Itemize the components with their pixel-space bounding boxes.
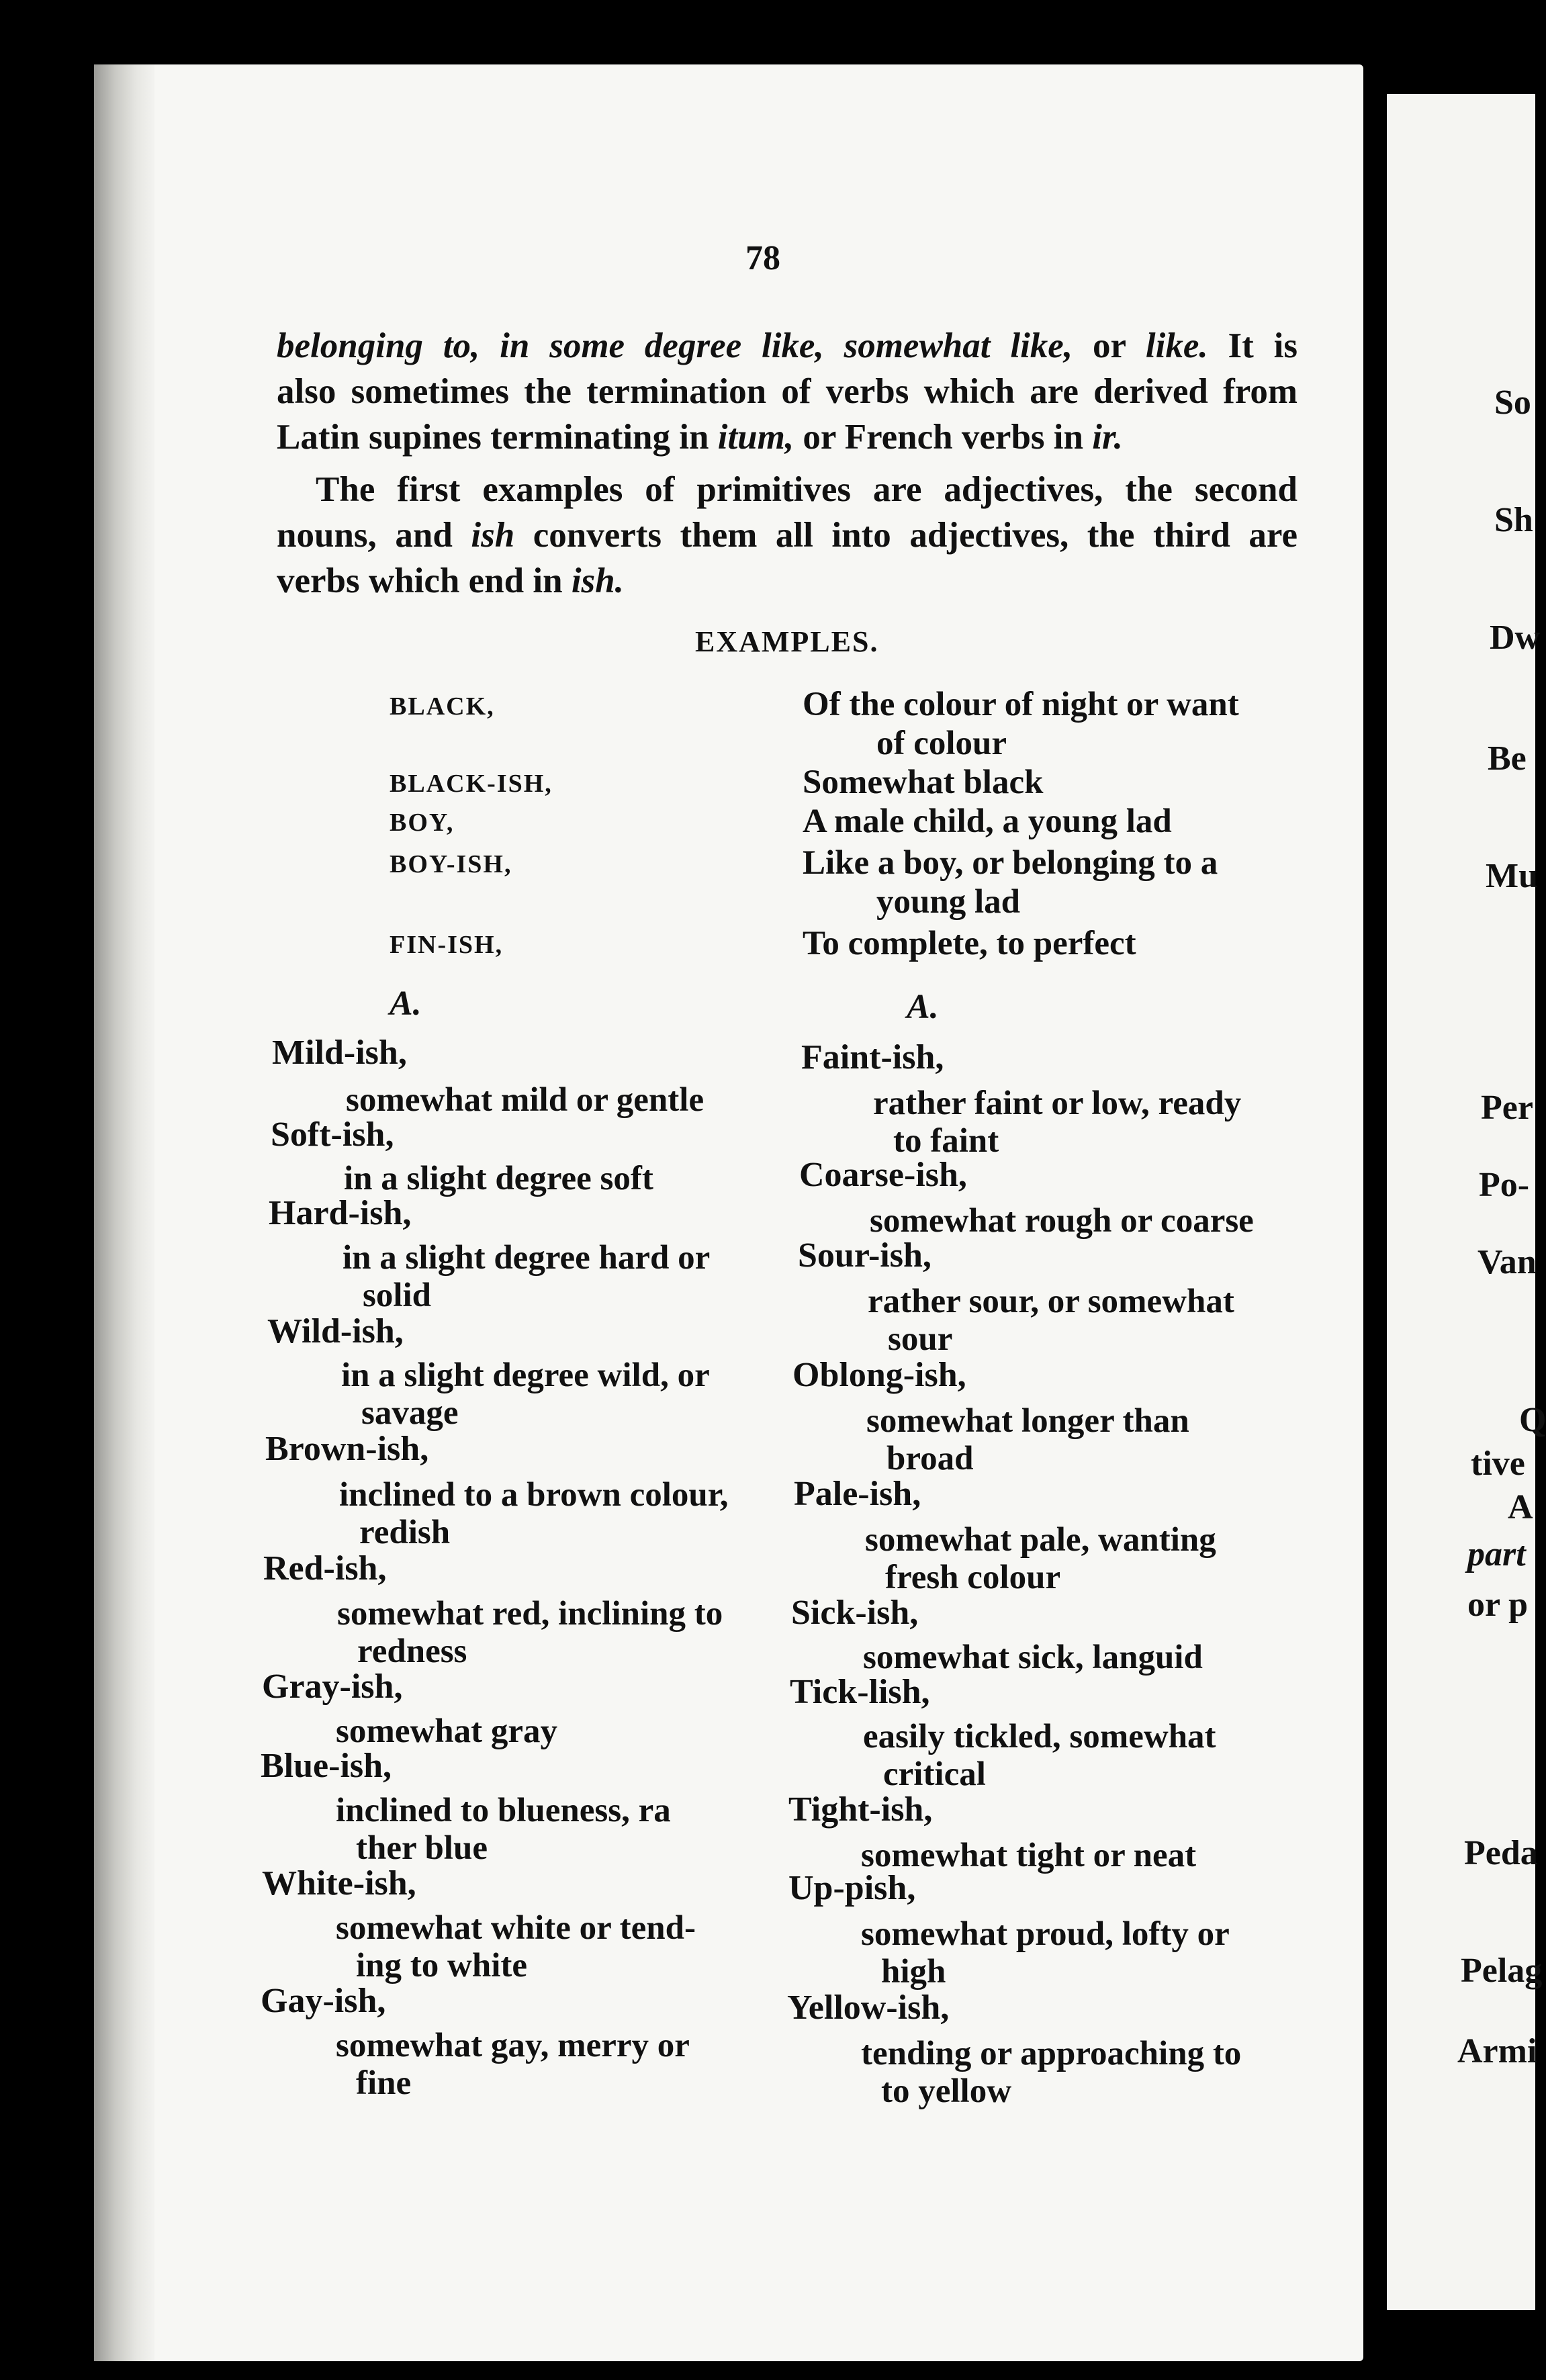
list-item-word: Tick-lish, [790,1673,930,1711]
def-line: fresh colour [885,1559,1061,1596]
facing-page-fragment: A [1508,1488,1533,1526]
list-item-definition: somewhat rough or coarse [870,1202,1254,1240]
example-term: BOY-ISH, [390,850,512,878]
list-item-word: Up-pish, [788,1869,916,1907]
list-item-definition: in a slight degree soft [344,1160,653,1197]
list-item-word: Coarse-ish, [799,1156,967,1194]
list-item-definition: somewhat gray [336,1712,558,1750]
facing-page-fragment: Po- [1479,1166,1530,1204]
list-item-word: Oblong-ish, [792,1356,966,1394]
def-line: in a slight degree hard or [343,1239,711,1277]
def-line: in a slight degree wild, or [341,1357,710,1394]
intro-italic-phrase: belonging to, in some degree like, somewhat like, [277,326,1073,365]
list-item-word: Blue-ish, [261,1747,392,1785]
facing-page-fragment: part [1467,1535,1526,1573]
facing-page-fragment: Armi [1457,2032,1537,2070]
facing-page-fragment: Van [1477,1243,1537,1281]
def-line: inclined to blueness, ra [336,1792,671,1829]
def-line: somewhat pale, wanting [865,1521,1216,1559]
facing-page-fragment: Dw [1490,619,1541,657]
list-item-word: Red-ish, [263,1549,387,1588]
text: verbs which end in [277,561,572,600]
list-item-word: Soft-ish, [271,1115,394,1154]
facing-page-fragment: tive [1471,1445,1525,1483]
intro-line-1 [277,322,1298,369]
intro-line-4: The first examples of primitives are adjectives, the second [316,470,1298,509]
def-line: somewhat gay, merry or [336,2027,690,2064]
facing-page-fragment: Mu [1486,857,1538,895]
def-line: ing to white [356,1947,527,1984]
list-item-definition: somewhat sick, languid [863,1639,1203,1676]
def-line: to faint [893,1122,999,1160]
list-item-definition [336,2027,752,2102]
page-gutter-shadow [94,64,154,2361]
facing-page-fragment: Be [1488,739,1527,778]
example-term: BLACK, [390,692,495,721]
italic-ish: ish. [571,561,624,600]
list-item-word: Hard-ish, [269,1194,412,1232]
facing-page-fragment: Pelag [1461,1952,1543,1990]
list-item-definition [336,1909,752,1984]
example-definition [803,685,1296,763]
example-definition [803,843,1296,921]
list-item-word: Sour-ish, [798,1236,931,1275]
def-line: inclined to a brown colour, [339,1476,729,1514]
def-line: Like a boy, or belonging to a [803,844,1218,882]
def-line: somewhat red, inclining to [337,1595,723,1633]
def-line: rather faint or low, ready [873,1085,1242,1122]
list-item-definition: somewhat tight or neat [861,1837,1197,1874]
facing-page-fragment: Per [1481,1089,1533,1127]
def-line: tending or approaching to [861,2035,1242,2072]
def-line: ther blue [356,1829,488,1867]
text: Latin supines terminating in [277,418,718,457]
page-number: 78 [745,239,780,277]
facing-page-fragment: Sh [1494,501,1533,539]
list-item-definition [861,2035,1291,2110]
italic-ir: ir. [1092,418,1123,457]
italic-itum: itum, [717,418,794,457]
intro-tail: It is [1208,326,1298,365]
def-line: sour [888,1320,953,1358]
text: converts them all into adjectives, the third are [514,516,1298,555]
intro-line-2: also sometimes the termination of verbs which are derived from [277,372,1298,411]
def-line: young lad [876,883,1021,921]
text: nouns, and [277,516,471,555]
list-item-definition [343,1239,759,1314]
list-item-word: Wild-ish, [267,1312,404,1351]
list-item-definition [865,1521,1288,1596]
def-line: rather sour, or somewhat [868,1283,1234,1320]
def-line: somewhat proud, lofty or [861,1915,1230,1953]
def-line: easily tickled, somewhat [863,1718,1216,1755]
list-item-definition [863,1718,1286,1793]
example-definition: A male child, a young lad [803,803,1172,840]
def-line: Of the colour of night or want [803,686,1239,723]
def-line: redish [359,1514,451,1551]
list-item-word: Gray-ish, [262,1667,403,1706]
example-term: BLACK-ISH, [390,770,553,798]
list-item-definition [341,1357,758,1432]
facing-page-fragment: Q [1519,1401,1546,1439]
list-item-definition [873,1085,1296,1160]
list-item-definition [866,1402,1289,1477]
list-item-word: Brown-ish, [265,1430,429,1468]
example-term: BOY, [390,809,455,837]
list-item-definition [868,1283,1291,1358]
list-item-definition [861,1915,1284,1990]
def-line: somewhat white or tend- [336,1909,696,1947]
def-line: high [881,1953,946,1990]
list-item-definition [339,1476,759,1551]
section-letter-right: A. [907,988,939,1026]
example-definition: To complete, to perfect [803,925,1136,962]
facing-page-fragment: or p [1467,1586,1529,1624]
list-item-word: Faint-ish, [801,1038,944,1077]
def-line: fine [356,2064,412,2102]
example-definition: Somewhat black [803,764,1044,801]
example-term: FIN-ISH, [390,931,504,959]
list-item-word: Sick-ish, [791,1594,919,1632]
facing-page-fragment: So [1494,383,1531,422]
def-line: critical [883,1755,986,1793]
def-line: of colour [876,725,1007,762]
intro-italic-like: like. [1145,326,1208,365]
text: or French verbs in [794,418,1093,457]
list-item-word: Mild-ish, [272,1034,407,1072]
def-line: to yellow [881,2072,1012,2110]
list-item-word: Tight-ish, [788,1790,933,1829]
section-letter-left: A. [390,985,422,1023]
list-item-definition [336,1792,752,1867]
intro-or: or [1073,326,1146,365]
intro-line-6 [277,557,1298,604]
list-item-definition: somewhat mild or gentle [346,1081,704,1119]
def-line: solid [363,1277,432,1314]
intro-line-5 [277,512,1298,559]
intro-line-3 [277,414,1298,461]
list-item-word: White-ish, [262,1864,416,1903]
def-line: broad [886,1440,974,1477]
examples-heading: EXAMPLES. [695,625,879,658]
list-item-word: Yellow-ish, [787,1988,950,2027]
list-item-definition [337,1595,757,1670]
list-item-word: Pale-ish, [794,1475,921,1513]
facing-page-fragment: Peda [1464,1834,1538,1872]
italic-ish: ish [471,516,515,555]
def-line: savage [361,1394,459,1432]
def-line: somewhat longer than [866,1402,1189,1440]
def-line: redness [357,1633,467,1670]
list-item-word: Gay-ish, [261,1982,386,2020]
